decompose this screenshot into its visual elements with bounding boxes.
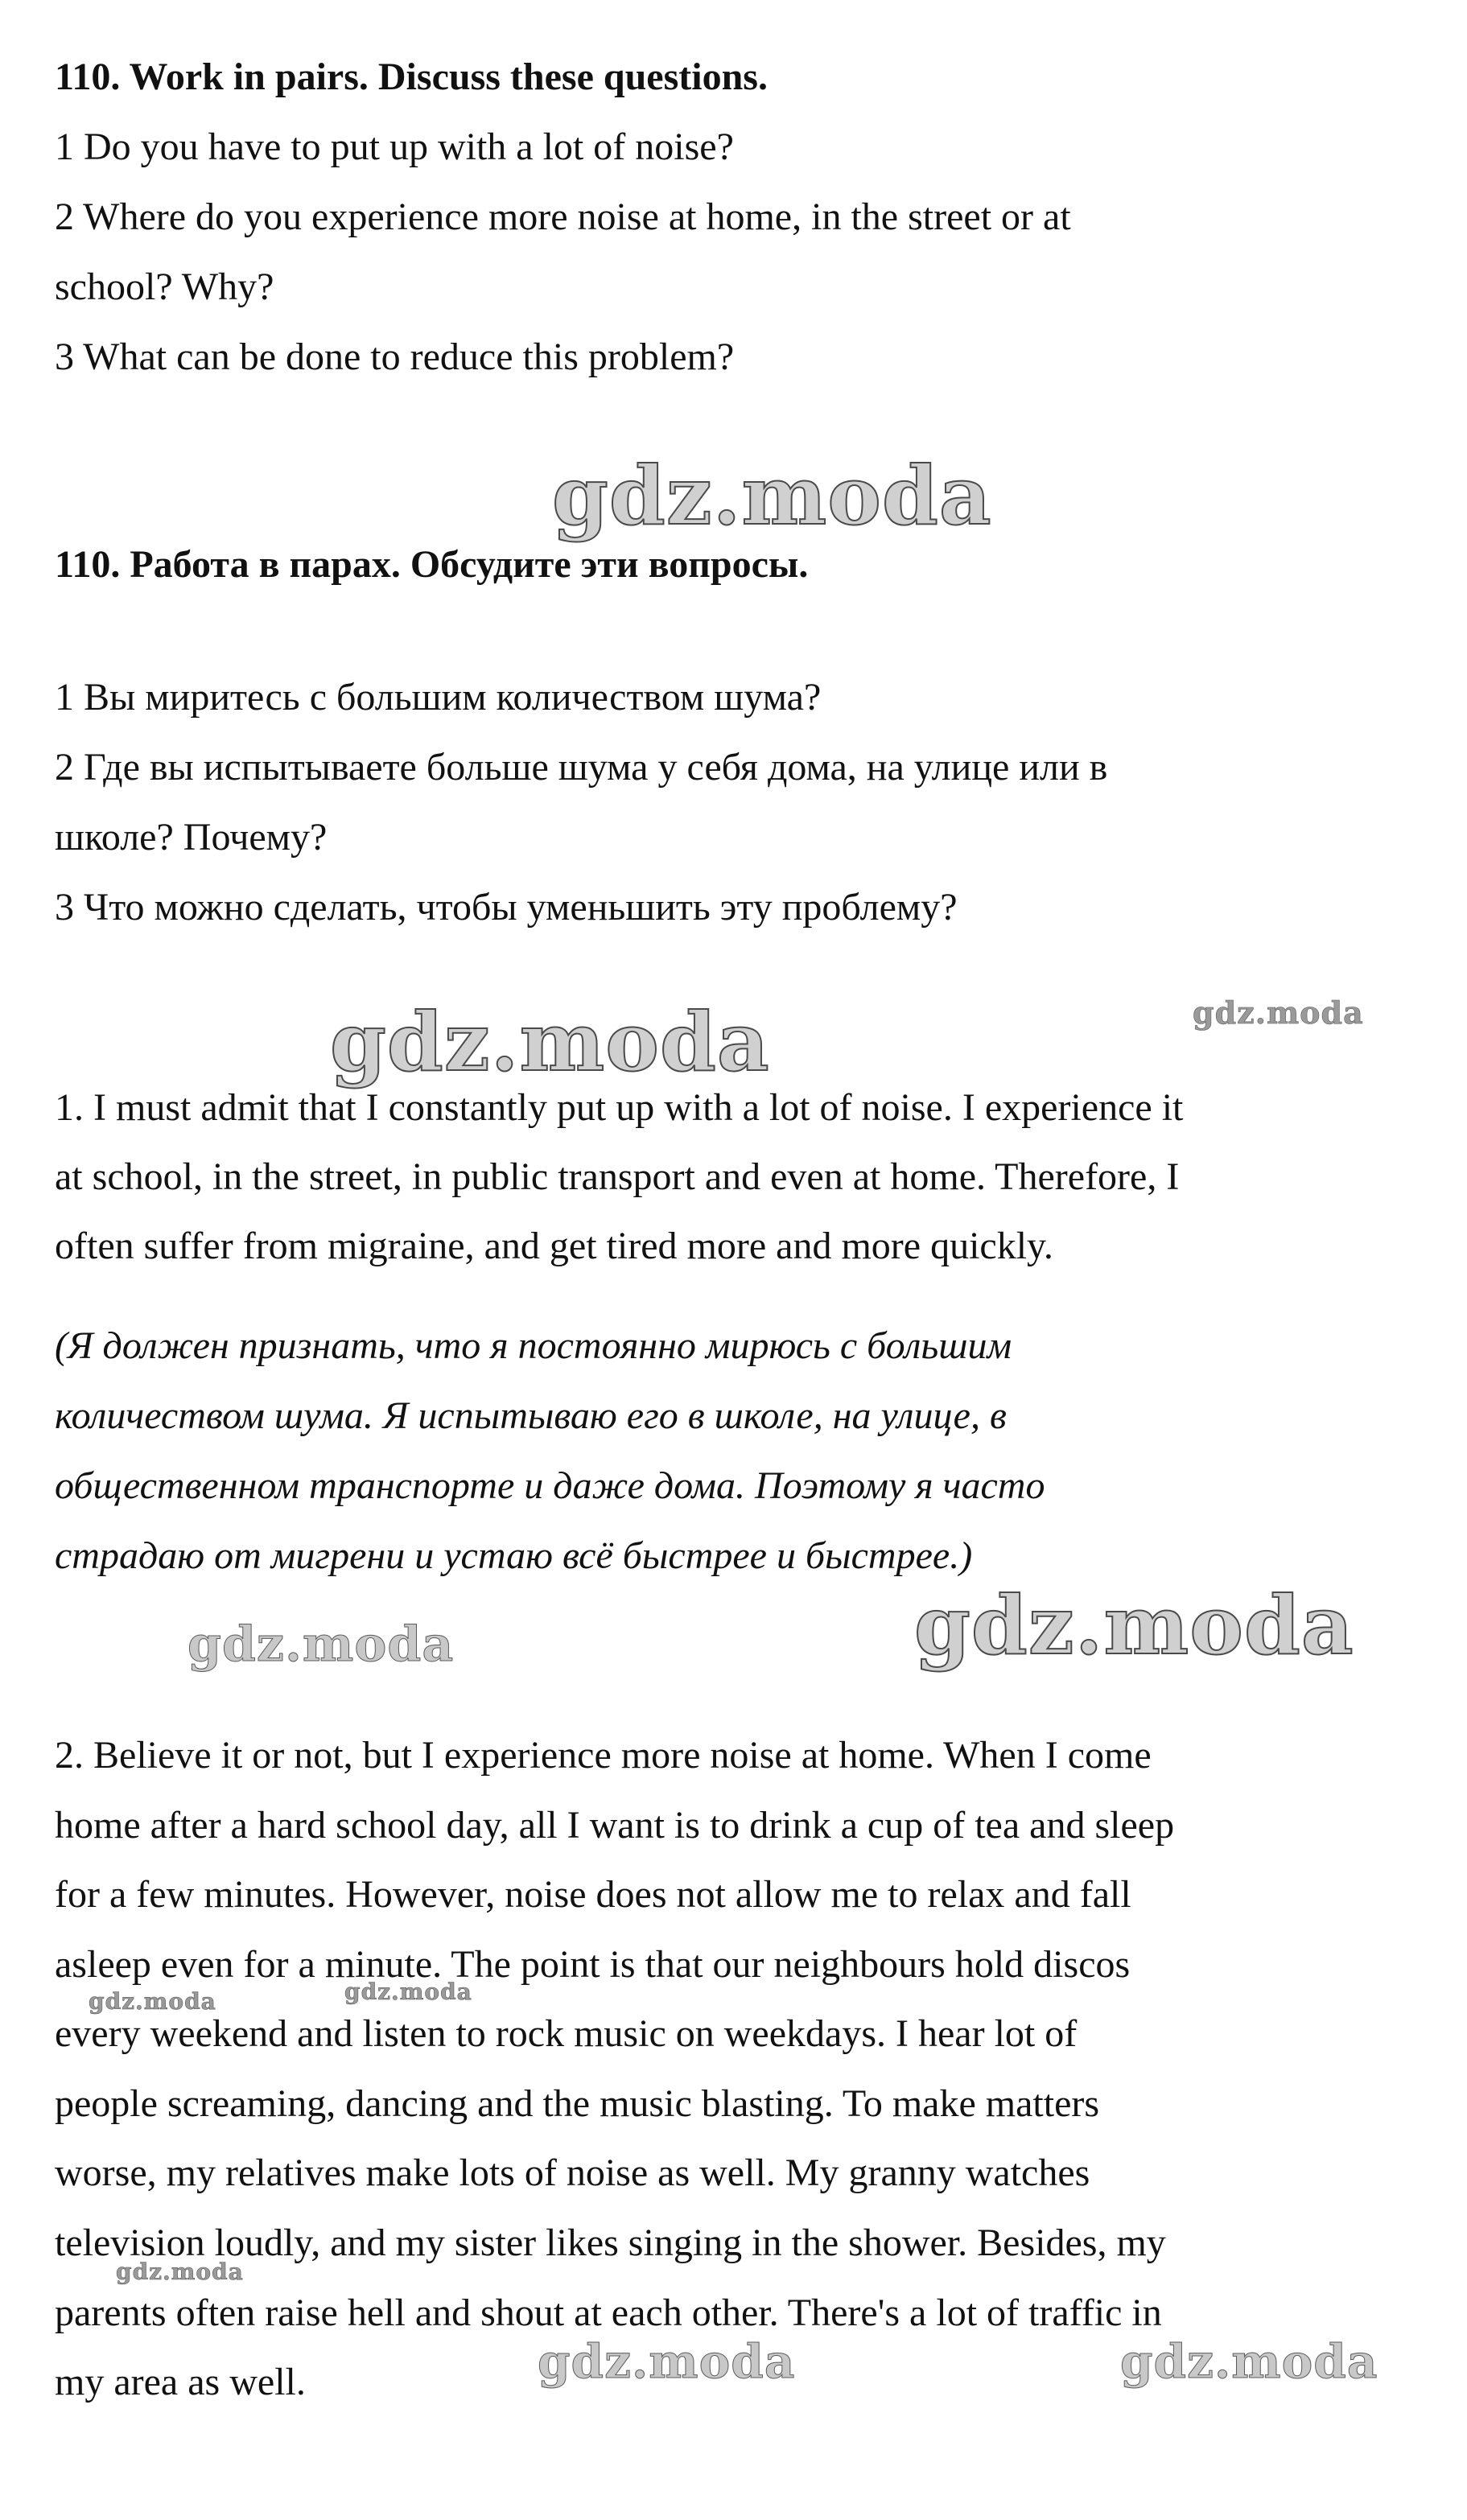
russian-question-line: 3 Что можно сделать, чтобы уменьшить эту проблему? xyxy=(55,886,958,929)
english-task-heading: 110. Work in pairs. Discuss these questions. xyxy=(55,56,768,98)
answer1-line: at school, in the street, in public transport and even at home. Therefore, I xyxy=(55,1155,1180,1198)
watermark: gdz.moda xyxy=(1193,994,1364,1031)
answer2-line: home after a hard school day, all I want is to drink a cup of tea and sleep xyxy=(55,1804,1175,1847)
english-question-line: 1 Do you have to put up with a lot of noise? xyxy=(55,126,734,168)
answer2-line: for a few minutes. However, noise does not allow me to relax and fall xyxy=(55,1873,1131,1916)
translation1-line: общественном транспорте и даже дома. Поэтому я часто xyxy=(55,1464,1045,1507)
answer2-line: asleep even for a minute. The point is that our neighbours hold discos xyxy=(55,1943,1131,1986)
watermark: gdz.moda xyxy=(1120,2334,1378,2389)
watermark: gdz.moda xyxy=(344,1979,472,2005)
watermark: gdz.moda xyxy=(116,2259,244,2285)
answer2-line: 2. Believe it or not, but I experience more noise at home. When I come xyxy=(55,1734,1152,1777)
watermark: gdz.moda xyxy=(914,1578,1354,1673)
russian-question-line: 2 Где вы испытываете больше шума у себя дома, на улице или в xyxy=(55,746,1108,789)
answer2-line: worse, my relatives make lots of noise as well. My granny watches xyxy=(55,2151,1090,2194)
watermark: gdz.moda xyxy=(89,1988,216,2015)
answer2-line: people screaming, dancing and the music blasting. To make matters xyxy=(55,2082,1100,2125)
english-question-line: 3 What can be done to reduce this problem? xyxy=(55,336,735,378)
watermark: gdz.moda xyxy=(330,994,770,1089)
russian-task-heading: 110. Работа в парах. Обсудите эти вопросы. xyxy=(55,543,809,586)
answer2-line: television loudly, and my sister likes singing in the shower. Besides, my xyxy=(55,2221,1166,2264)
watermark: gdz.moda xyxy=(187,1616,455,1673)
translation1-line: количеством шума. Я испытываю его в школе, на улице, в xyxy=(55,1394,1007,1437)
translation1-line: страдаю от мигрени и устаю всё быстрее и быстрее.) xyxy=(55,1534,973,1577)
translation1-line: (Я должен признать, что я постоянно мирюсь с большим xyxy=(55,1324,1012,1367)
answer1-line: often suffer from migraine, and get tired more and more quickly. xyxy=(55,1225,1053,1267)
answer2-line: every weekend and listen to rock music on weekdays. I hear lot of xyxy=(55,2012,1078,2055)
watermark: gdz.moda xyxy=(538,2334,796,2389)
watermark: gdz.moda xyxy=(552,448,992,543)
russian-question-line: школе? Почему? xyxy=(55,816,328,859)
answer1-line: 1. I must admit that I constantly put up with a lot of noise. I experience it xyxy=(55,1086,1184,1129)
answer2-line: parents often raise hell and shout at each other. There's a lot of traffic in xyxy=(55,2291,1162,2334)
russian-question-line: 1 Вы миритесь с большим количеством шума? xyxy=(55,676,822,719)
answer2-line: my area as well. xyxy=(55,2361,306,2403)
english-question-line: 2 Where do you experience more noise at home, in the street or at xyxy=(55,196,1071,238)
english-question-line: school? Why? xyxy=(55,266,274,308)
